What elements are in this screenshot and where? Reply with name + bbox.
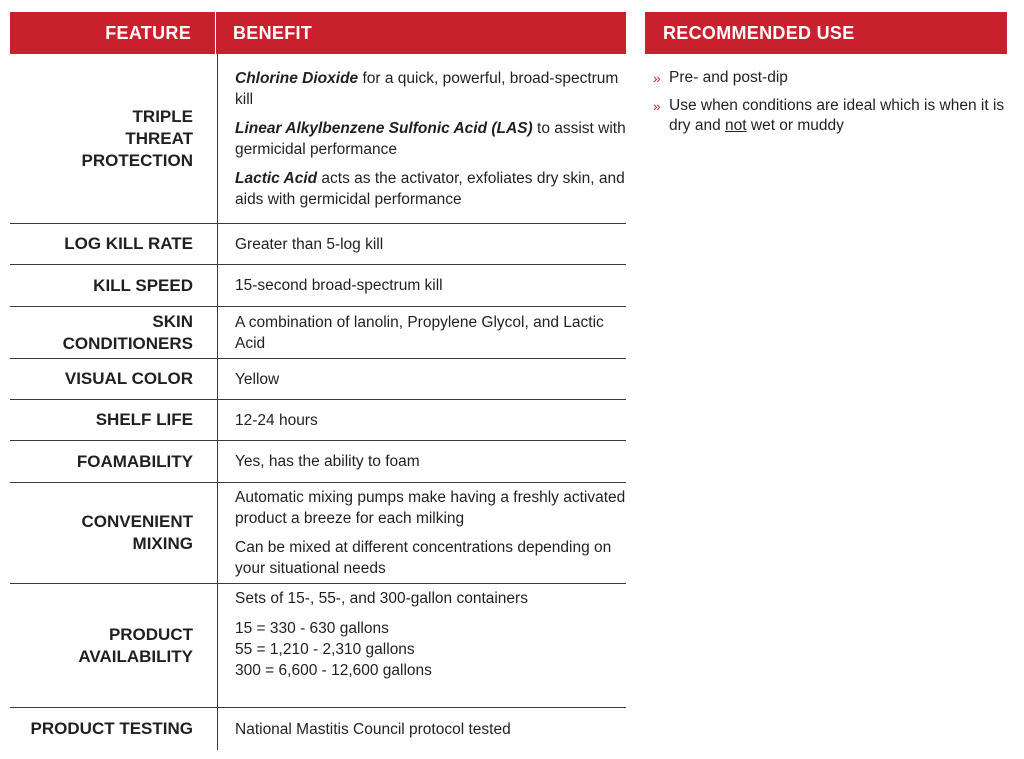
benefit-cell	[217, 483, 626, 583]
benefit-emphasis: Chlorine Dioxide	[235, 69, 359, 87]
feature-label: KILL SPEED	[93, 275, 193, 295]
table-row	[10, 708, 626, 750]
benefit-text: 12-24 hours	[235, 411, 318, 429]
benefit-cell	[217, 307, 626, 358]
feature-label: FOAMABILITY	[76, 451, 193, 471]
table-row	[10, 265, 626, 307]
feature-label: VISUAL COLOR	[64, 369, 193, 388]
recommended-use-title: RECOMMENDED USE	[645, 12, 1007, 54]
table-row	[10, 584, 626, 708]
benefit-cell	[217, 708, 626, 750]
benefit-text: for a quick, powerful, broad-spectrum kill	[235, 69, 619, 108]
table-row	[10, 224, 626, 265]
table-row	[10, 54, 626, 224]
recommended-use-panel	[645, 12, 1007, 144]
feature-label: PRODUCT TESTING	[30, 719, 193, 738]
header-feature: FEATURE	[10, 12, 216, 54]
feature-label: CONVENIENT MIXING	[81, 512, 193, 553]
table-row	[10, 441, 626, 483]
header-benefit: BENEFIT	[233, 23, 313, 43]
benefit-text: acts as the activator, exfoliates dry skin, and aids with germicidal performance	[235, 169, 625, 208]
list-item-text: Pre- and post-dip	[669, 69, 788, 86]
feature-label: PRODUCT AVAILABILITY	[78, 624, 193, 666]
underlined-word: not	[725, 117, 747, 134]
feature-label: TRIPLE THREAT PROTECTION	[81, 106, 193, 170]
benefit-cell	[217, 359, 626, 399]
benefit-cell	[217, 54, 626, 223]
recommended-use-list	[645, 68, 1007, 136]
benefit-text: 15 = 330 - 630 gallons	[235, 620, 389, 637]
bullet-marker: »	[653, 70, 661, 86]
benefit-text: A combination of lanolin, Propylene Glycol, and Lactic Acid	[235, 313, 604, 352]
benefit-cell	[217, 224, 626, 264]
benefit-text: National Mastitis Council protocol tested	[235, 720, 511, 738]
list-item	[645, 68, 1007, 88]
benefit-text: Yes, has the ability to foam	[235, 453, 420, 470]
list-item-text: wet or muddy	[746, 117, 844, 134]
feature-benefit-table	[10, 12, 626, 750]
benefit-text: Greater than 5-log kill	[235, 235, 384, 253]
benefit-emphasis: Lactic Acid	[235, 169, 318, 187]
benefit-cell	[217, 584, 626, 707]
table-row	[10, 359, 626, 400]
benefit-cell	[217, 400, 626, 440]
benefit-text: Automatic mixing pumps make having a freshly activated product a breeze for each milking	[235, 489, 626, 527]
table-row	[10, 483, 626, 584]
benefit-text: Yellow	[235, 370, 280, 388]
benefit-emphasis: Linear Alkylbenzene Sulfonic Acid (LAS)	[235, 119, 533, 137]
table-row	[10, 400, 626, 441]
feature-label: SKIN CONDITIONERS	[62, 311, 193, 353]
benefit-cell	[217, 441, 626, 482]
feature-label: LOG KILL RATE	[64, 234, 193, 253]
feature-label: SHELF LIFE	[95, 410, 193, 429]
benefit-text: Sets of 15-, 55-, and 300-gallon containers	[235, 590, 528, 607]
benefit-text: 15-second broad-spectrum kill	[235, 277, 443, 294]
benefit-text: 300 = 6,600 - 12,600 gallons	[235, 662, 432, 679]
benefit-text: Can be mixed at different concentrations depending on your situational needs	[235, 539, 612, 577]
table-header	[10, 12, 626, 54]
benefit-text: to assist with germicidal performance	[235, 119, 626, 158]
benefit-cell	[217, 265, 626, 306]
list-item	[645, 96, 1007, 136]
table-row	[10, 307, 626, 359]
benefit-text: 55 = 1,210 - 2,310 gallons	[235, 641, 415, 658]
list-item-text: Use when conditions are ideal which is when it is dry and	[669, 97, 1005, 134]
bullet-marker: »	[653, 98, 661, 114]
